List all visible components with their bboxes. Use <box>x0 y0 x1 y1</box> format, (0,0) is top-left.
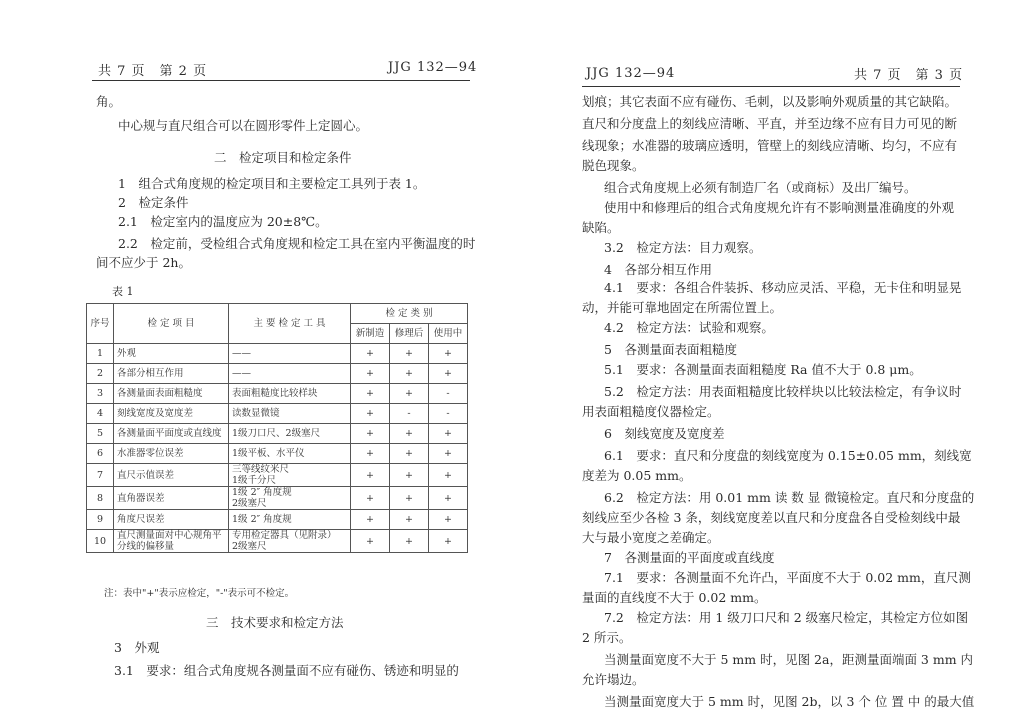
left-header-pages: 共 7 页 第 2 页 <box>98 64 208 79</box>
right-line: 当测量面宽度不大于 5 mm 时，见图 2a，距测量面端面 3 mm 内 <box>604 652 974 667</box>
right-line: 6 刻线宽度及宽度差 <box>604 426 725 441</box>
left-header-code: JJG 132—94 <box>388 60 478 75</box>
right-line: 动，并能可靠地固定在所需位置上。 <box>582 300 783 315</box>
table-cell-repair: + <box>390 364 429 384</box>
table-cell-item: 刻线宽度及宽度差 <box>114 404 229 424</box>
table-header-category: 检 定 类 别 <box>351 304 468 324</box>
table-cell-item: 各测量面表面粗糙度 <box>114 384 229 404</box>
right-line: 脱色现象。 <box>582 158 645 173</box>
table-cell-no: 6 <box>87 444 114 464</box>
table-cell-repair: + <box>390 510 429 530</box>
table-cell-tool: —— <box>229 344 351 364</box>
left-line-1: 角。 <box>96 94 122 109</box>
table-cell-tool: 表面粗糙度比较样块 <box>229 384 351 404</box>
table-cell-repair: - <box>390 404 429 424</box>
table-row <box>87 384 468 404</box>
table-header-tool: 主 要 检 定 工 具 <box>229 304 351 344</box>
right-line: 2 所示。 <box>582 630 632 645</box>
left-line-5: 2 检定条件 <box>118 195 189 210</box>
table-cell-repair: + <box>390 344 429 364</box>
right-line: 用表面粗糙度仪器检定。 <box>582 404 720 419</box>
right-line: 直尺和分度盘上的刻线应清晰、平直，并至边缘不应有目力可见的断 <box>582 116 958 131</box>
right-line: 6.2 检定方法：用 0.01 mm 读 数 显 微镜检定。直尺和分度盘的 <box>604 490 975 505</box>
right-line: 4.2 检定方法：试验和观察。 <box>604 320 774 335</box>
left-line-4: 1 组合式角度规的检定项目和主要检定工具列于表 1。 <box>118 176 426 191</box>
table-cell-tool: 1级平板、水平仪 <box>229 444 351 464</box>
table-cell-repair: + <box>390 487 429 510</box>
table-cell-tool: 1级 2″ 角度规 <box>229 510 351 530</box>
table-row <box>87 444 468 464</box>
table-cell-item: 直尺示值误差 <box>114 464 229 487</box>
right-header-pages: 共 7 页 第 3 页 <box>854 68 964 83</box>
table-row <box>87 487 468 510</box>
left-page <box>0 0 500 724</box>
table-cell-use: - <box>429 384 468 404</box>
right-line: 7.2 检定方法：用 1 级刀口尺和 2 级塞尺检定，其检定方位如图 <box>604 610 969 625</box>
left-line-7: 2.2 检定前，受检组合式角度规和检定工具在室内平衡温度的时 <box>118 236 476 251</box>
table-cell-no: 1 <box>87 344 114 364</box>
table-cell-repair: + <box>390 444 429 464</box>
right-line: 4 各部分相互作用 <box>604 262 712 277</box>
table-row <box>87 424 468 444</box>
right-line: 缺陷。 <box>582 220 620 235</box>
table-cell-repair: + <box>390 530 429 553</box>
table-cell-item: 角度尺误差 <box>114 510 229 530</box>
table-header-repair: 修理后 <box>390 324 429 344</box>
right-line: 使用中和修理后的组合式角度规允许有不影响测量准确度的外观 <box>604 200 955 215</box>
table-cell-new: + <box>351 464 390 487</box>
table-cell-new: + <box>351 364 390 384</box>
left-header-rule <box>92 80 470 81</box>
table-cell-item: 外观 <box>114 344 229 364</box>
right-page <box>530 0 1024 724</box>
table-cell-use: + <box>429 444 468 464</box>
right-line: 划痕；其它表面不应有碰伤、毛刺，以及影响外观质量的其它缺陷。 <box>582 94 958 109</box>
right-line: 5 各测量面表面粗糙度 <box>604 342 737 357</box>
table-cell-repair: + <box>390 464 429 487</box>
table-cell-new: + <box>351 510 390 530</box>
table-cell-no: 3 <box>87 384 114 404</box>
table-cell-use: - <box>429 404 468 424</box>
right-line: 3.2 检定方法：目力观察。 <box>604 240 762 255</box>
table-cell-item: 各部分相互作用 <box>114 364 229 384</box>
right-line: 5.1 要求：各测量面表面粗糙度 Ra 值不大于 0.8 μm。 <box>604 362 922 377</box>
table-cell-use: + <box>429 487 468 510</box>
left-line-8: 间不应少于 2h。 <box>96 255 191 270</box>
table-cell-tool: 专用检定器具（见附录） 2级塞尺 <box>229 530 351 553</box>
table-cell-no: 8 <box>87 487 114 510</box>
table-header-item: 检 定 项 目 <box>114 304 229 344</box>
table-cell-no: 2 <box>87 364 114 384</box>
table-cell-no: 10 <box>87 530 114 553</box>
table-header-no: 序号 <box>87 304 114 344</box>
right-line: 5.2 检定方法：用表面粗糙度比较样块以比较法检定，有争议时 <box>604 384 962 399</box>
right-line: 4.1 要求：各组合件装拆、移动应灵活、平稳，无卡住和明显晃 <box>604 280 962 295</box>
table-cell-tool: —— <box>229 364 351 384</box>
table-cell-use: + <box>429 464 468 487</box>
table-note: 注：表中"+"表示应检定，"-"表示可不检定。 <box>104 588 295 599</box>
table-cell-no: 9 <box>87 510 114 530</box>
inspection-table <box>86 303 468 553</box>
table-cell-new: + <box>351 487 390 510</box>
table-cell-use: + <box>429 364 468 384</box>
table-row <box>87 530 468 553</box>
table-cell-new: + <box>351 530 390 553</box>
table-row <box>87 364 468 384</box>
table-cell-use: + <box>429 424 468 444</box>
table-cell-item: 直角器误差 <box>114 487 229 510</box>
table-cell-use: + <box>429 530 468 553</box>
table-row <box>87 404 468 424</box>
right-line: 6.1 要求：直尺和分度盘的刻线宽度为 0.15±0.05 mm，刻线宽 <box>604 448 972 463</box>
right-header-rule <box>582 86 960 87</box>
right-line: 度差为 0.05 mm。 <box>582 468 692 483</box>
item-3-1: 3.1 要求：组合式角度规各测量面不应有碰伤、锈迹和明显的 <box>114 663 459 678</box>
table-row <box>87 510 468 530</box>
table-cell-new: + <box>351 344 390 364</box>
table-cell-tool: 1级 2″ 角度规 2级塞尺 <box>229 487 351 510</box>
right-header-code: JJG 132—94 <box>586 66 676 81</box>
table-cell-no: 4 <box>87 404 114 424</box>
left-line-2: 中心规与直尺组合可以在圆形零件上定圆心。 <box>118 118 369 133</box>
table-cell-item: 直尺测量面对中心规角平 分线的偏移量 <box>114 530 229 553</box>
right-line: 允许塌边。 <box>582 672 645 687</box>
table-cell-new: + <box>351 384 390 404</box>
table-cell-new: + <box>351 424 390 444</box>
table-cell-tool: 1级刀口尺、2级塞尺 <box>229 424 351 444</box>
right-line: 线现象；水准器的玻璃应透明，管壁上的刻线应清晰、均匀，不应有 <box>582 138 958 153</box>
table-header-new: 新制造 <box>351 324 390 344</box>
table-cell-tool: 三等线纹米尺 1级千分尺 <box>229 464 351 487</box>
table-cell-no: 7 <box>87 464 114 487</box>
table-cell-use: + <box>429 344 468 364</box>
table-cell-new: + <box>351 404 390 424</box>
item-3: 3 外观 <box>114 640 160 655</box>
right-line: 大与最小宽度之差确定。 <box>582 530 720 545</box>
table-cell-repair: + <box>390 384 429 404</box>
right-line: 7.1 要求：各测量面不允许凸，平面度不大于 0.02 mm，直尺测 <box>604 570 971 585</box>
right-line: 刻线应至少各检 3 条，刻线宽度差以直尺和分度盘各自受检刻线中最 <box>582 510 961 525</box>
table-cell-repair: + <box>390 424 429 444</box>
right-line: 量面的直线度不大于 0.02 mm。 <box>582 590 767 605</box>
table-cell-item: 各测量面平面度或直线度 <box>114 424 229 444</box>
table-cell-item: 水准器零位误差 <box>114 444 229 464</box>
table-cell-use: + <box>429 510 468 530</box>
table-cell-new: + <box>351 444 390 464</box>
right-line: 当测量面宽度大于 5 mm 时，见图 2b，以 3 个 位 置 中 的最大值 <box>604 694 975 709</box>
right-line: 7 各测量面的平面度或直线度 <box>604 550 775 565</box>
right-line: 组合式角度规上必须有制造厂名（或商标）及出厂编号。 <box>604 180 917 195</box>
table-cell-no: 5 <box>87 424 114 444</box>
section2-title: 二 检定项目和检定条件 <box>214 150 352 165</box>
table-cell-tool: 读数显微镜 <box>229 404 351 424</box>
table-row <box>87 344 468 364</box>
table-caption: 表 1 <box>112 285 134 298</box>
section3-title: 三 技术要求和检定方法 <box>206 615 344 630</box>
left-line-6: 2.1 检定室内的温度应为 20±8℃。 <box>118 214 328 229</box>
table-header-use: 使用中 <box>429 324 468 344</box>
table-row <box>87 464 468 487</box>
